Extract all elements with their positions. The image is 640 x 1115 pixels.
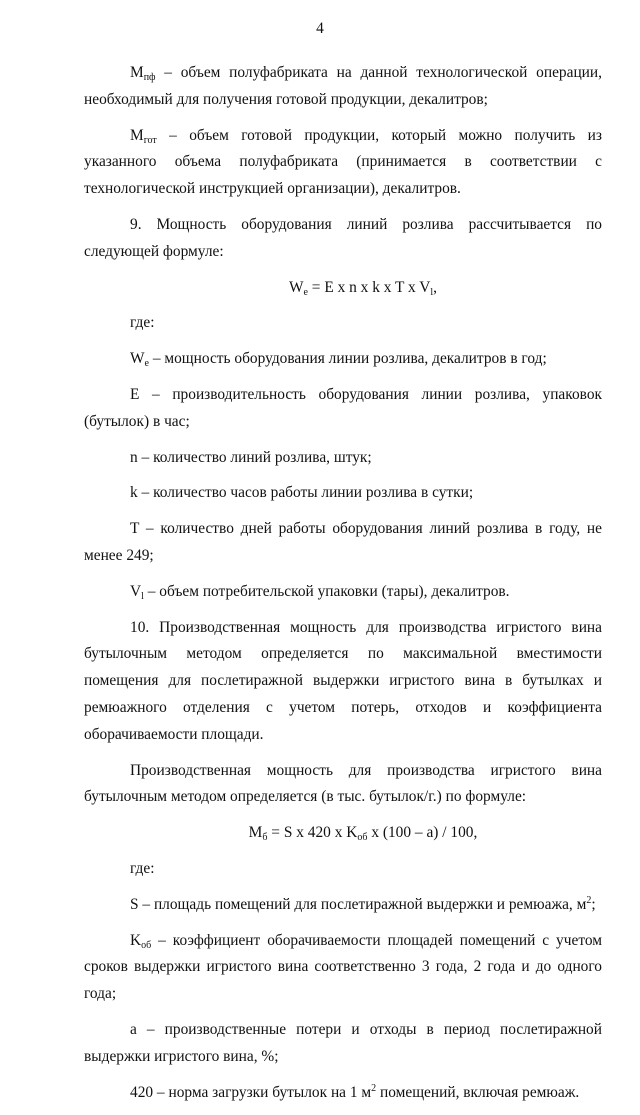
definition-vl: $V_l$ – объем потребительской упаковки (тары), декалитров. — [130, 582, 510, 602]
formula-sparkling-capacity: $M_б = S$ x 420 x $K_{об}$ x (100 – a) / 100, — [248, 824, 478, 844]
clause-10: 10. Производственная мощность для производства игристого вина бутылочным методом определяется по максимальной вместимости помещения для послетиражной выдержки игристого вина в бутылках и ремюажного отделения с учетом потерь, отходов и коэффициента оборачиваемости площади. — [84, 618, 602, 743]
definition-t: T – количество дней работы оборудования линий розлива в году, не менее 249; — [84, 520, 602, 564]
definition-n: n – количество линий розлива, штук; — [130, 448, 372, 466]
document-body — [84, 60, 602, 1115]
clause-9: 9. Мощность оборудования линий розлива рассчитывается по следующей формуле: — [84, 215, 602, 260]
definition-we: $W_e$ – мощность оборудования линии розлива, декалитров в год; — [130, 350, 547, 370]
definition-a: a – производственные потери и отходы в период послетиражной выдержки игристого вина, %; — [84, 1020, 602, 1065]
definition-m-got: $M_{гот}$ – объем готовой продукции, который можно получить из указанного объема полуфабриката (принимается в соответствии с технологической инструкцией организации), декалитров. — [84, 126, 602, 198]
where-label: где: — [130, 314, 155, 332]
definition-m-pf: $M_{пф}$ – объем полуфабриката на данной технологической операции, необходимый для получения готовой продукции, декалитров; — [84, 64, 602, 108]
where-label-2: где: — [130, 859, 155, 877]
formula-bottling-capacity: $W_e = E$ x n x k x T x $V_l$, — [288, 278, 438, 298]
definition-420: 420 – норма загрузки бутылок на 1 $м^2$ помещений, включая ремюаж. — [130, 1082, 580, 1101]
definition-s: S – площадь помещений для послетиражной выдержки и ремюажа, $м^2$; — [130, 894, 596, 913]
sparkling-capacity-intro: Производственная мощность для производства игристого вина бутылочным методом определяется (в тыс. бутылок/г.) по формуле: — [84, 761, 602, 806]
definition-k: k – количество часов работы линии розлива в сутки; — [130, 484, 474, 502]
page-number: 4 — [316, 20, 324, 37]
definition-e: E – производительность оборудования линии розлива, упаковок (бутылок) в час; — [84, 385, 602, 430]
definition-kob: $K_{об}$ – коэффициент оборачиваемости площадей помещений с учетом сроков выдержки игристого вина соответственно 3 года, 2 года и до одного года; — [84, 931, 602, 1003]
